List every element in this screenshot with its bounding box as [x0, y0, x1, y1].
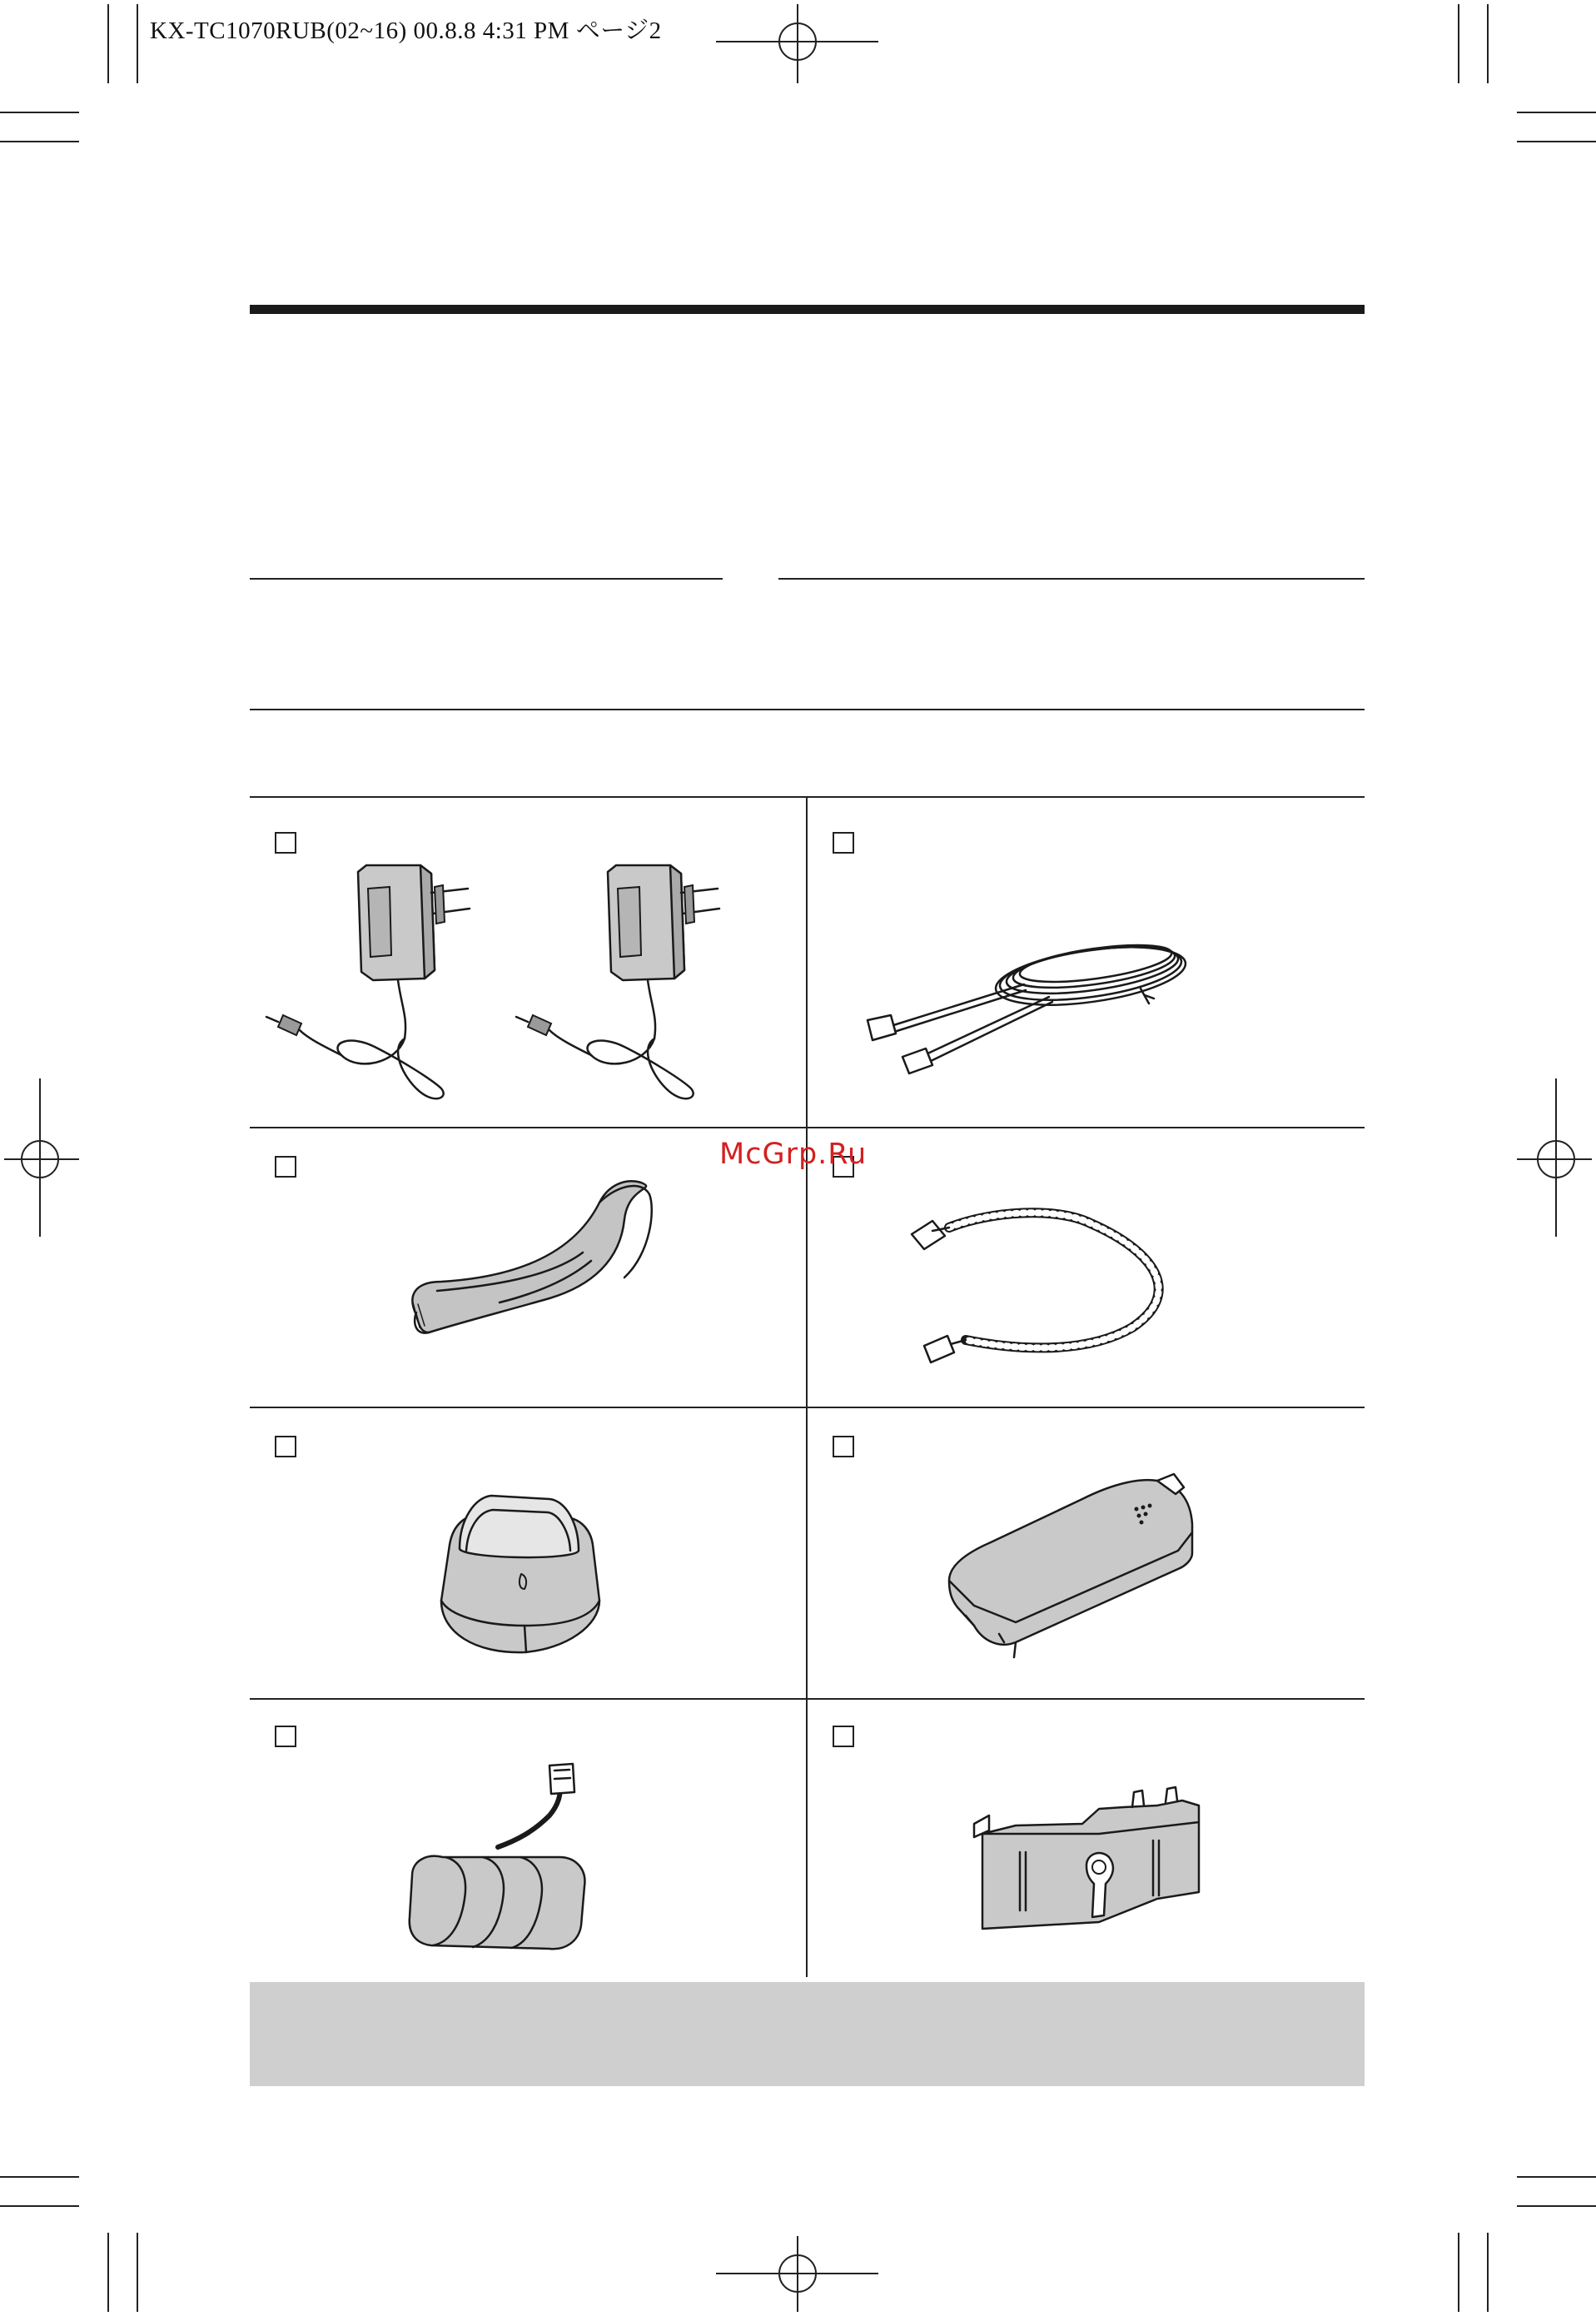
coiled-cord-icon: [808, 1128, 1365, 1407]
charger-icon: [250, 1407, 806, 1698]
accessory-wall-mount-adaptor: [808, 1699, 1365, 1977]
ac-adaptor-icon: [250, 797, 806, 1127]
accessory-handset-cord: [808, 1128, 1365, 1407]
accessory-battery-cover: [808, 1407, 1365, 1698]
accessory-telephone-line-cord: [808, 797, 1365, 1127]
accessory-charger: [250, 1407, 806, 1698]
line-cord-icon: [808, 797, 1365, 1127]
left-subtitle-rule: [250, 578, 723, 580]
battery-cover-icon: [808, 1407, 1365, 1698]
accessories-heading-rule: [250, 709, 1365, 710]
accessory-battery: [250, 1699, 806, 1977]
section-title-rule: [250, 305, 1365, 314]
wall-mount-icon: [808, 1699, 1365, 1977]
note-box: [250, 1982, 1365, 2086]
battery-pack-icon: [250, 1699, 806, 1977]
right-subtitle-rule: [778, 578, 1365, 580]
accessory-ac-adaptor: [250, 797, 806, 1127]
watermark-text: McGrp.Ru: [719, 1138, 868, 1171]
print-slug-line: KX-TC1070RUB(02~16) 00.8.8 4:31 PM ページ2: [150, 17, 662, 44]
